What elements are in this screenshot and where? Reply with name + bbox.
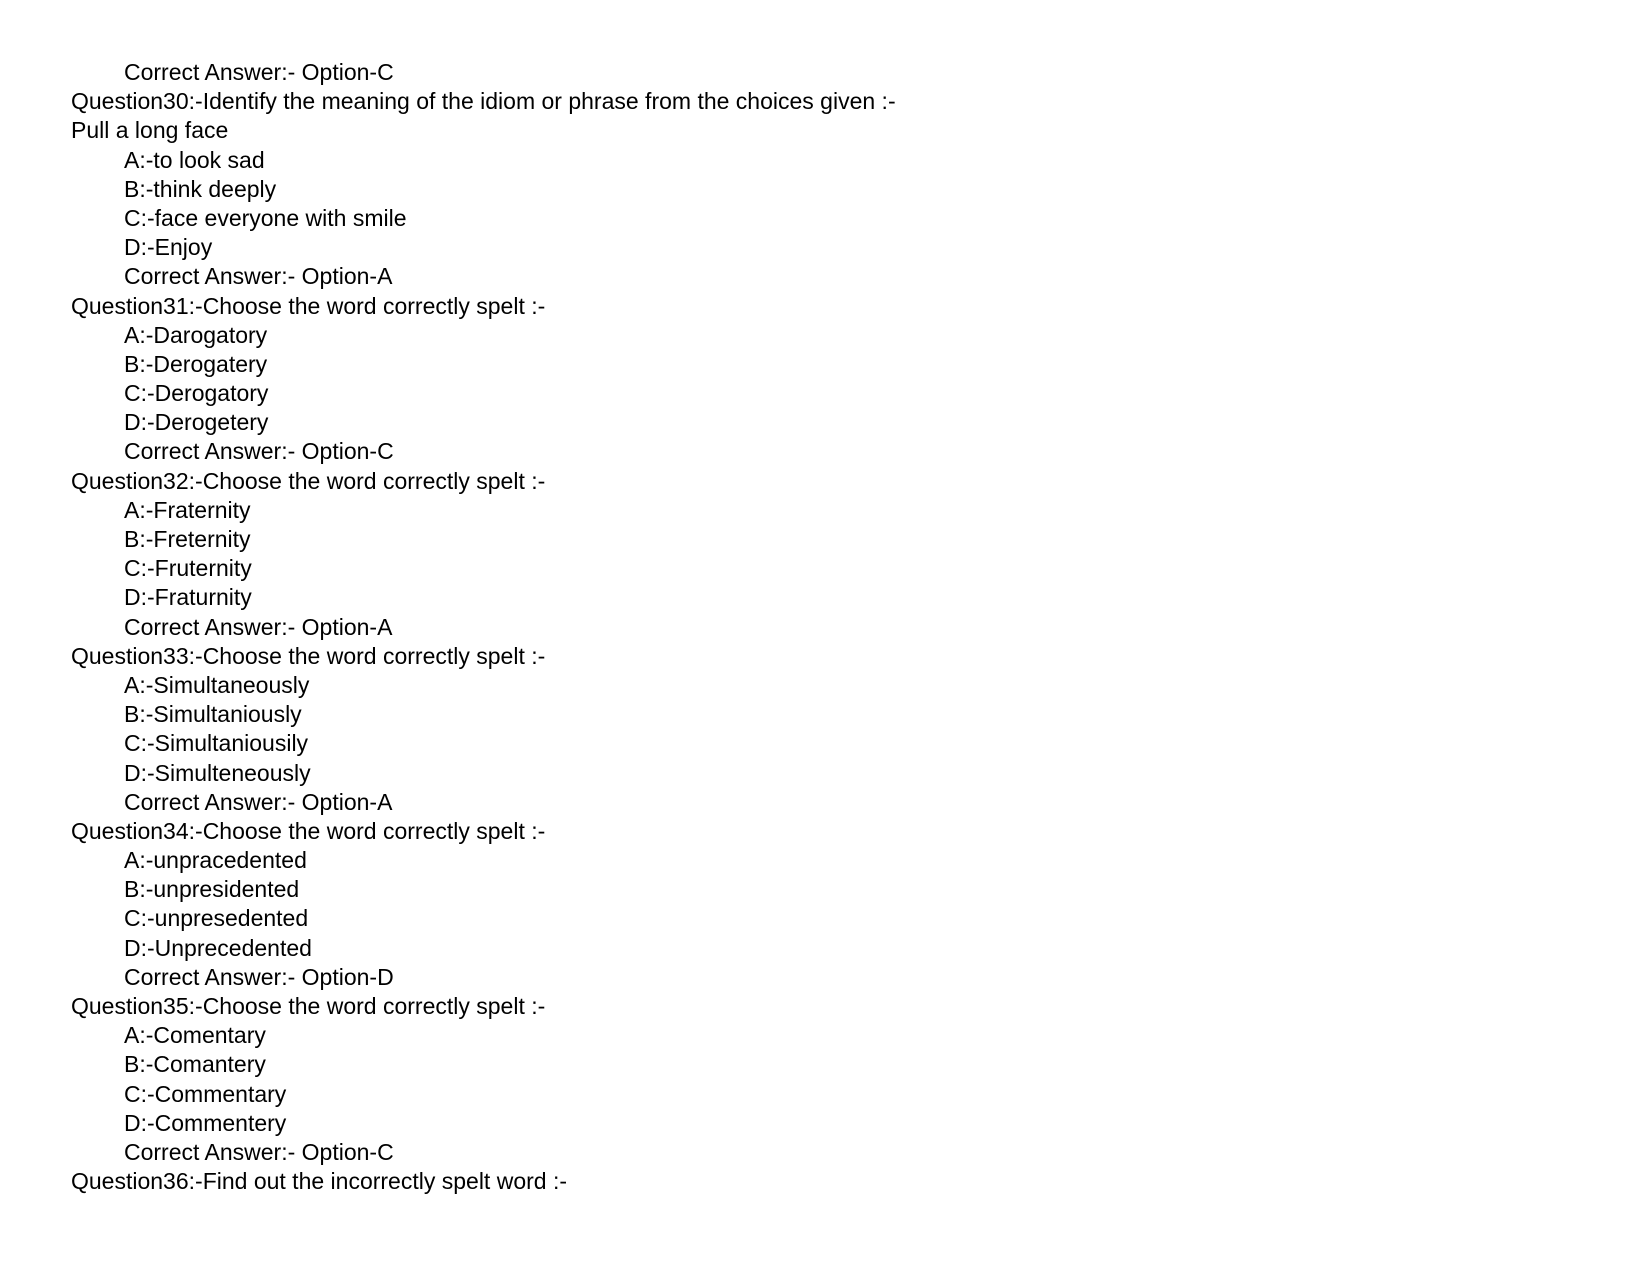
answer-option: C:-Fruternity bbox=[124, 555, 252, 582]
correct-answer: Correct Answer:- Option-D bbox=[124, 963, 394, 990]
answer-option: D:-Fraturnity bbox=[124, 584, 252, 611]
answer-option: A:-Fraternity bbox=[124, 496, 251, 523]
question-subject: Pull a long face bbox=[71, 117, 229, 144]
answer-option: D:-Enjoy bbox=[124, 234, 213, 261]
answer-option: A:-Simultaneously bbox=[124, 671, 310, 698]
correct-answer: Correct Answer:- Option-C bbox=[124, 1138, 394, 1165]
answer-option: B:-Comantery bbox=[124, 1051, 266, 1078]
answer-option: D:-Simulteneously bbox=[124, 759, 311, 786]
correct-answer: Correct Answer:- Option-C bbox=[124, 438, 394, 465]
question-text: Question35:-Choose the word correctly spelt :- bbox=[71, 993, 546, 1019]
question-text: Question31:-Choose the word correctly spelt :- bbox=[71, 292, 546, 319]
document-page bbox=[71, 58, 1571, 1196]
answer-option: A:-Comentary bbox=[124, 1022, 266, 1049]
answer-option: A:-unpracedented bbox=[124, 847, 307, 874]
correct-answer: Correct Answer:- Option-A bbox=[124, 788, 393, 815]
answer-option: B:-Freternity bbox=[124, 526, 251, 552]
correct-answer: Correct Answer:- Option-A bbox=[124, 263, 393, 290]
question-text: Question30:-Identify the meaning of the idiom or phrase from the choices given :- bbox=[71, 88, 896, 115]
question-text: Question36:-Find out the incorrectly spelt word :- bbox=[71, 1168, 568, 1195]
answer-option: B:-Simultaniously bbox=[124, 701, 302, 728]
answer-option: C:-Simultaniousily bbox=[124, 730, 309, 757]
answer-option: C:-Derogatory bbox=[124, 380, 269, 407]
answer-option: D:-Unprecedented bbox=[124, 934, 312, 961]
answer-option: C:-unpresedented bbox=[124, 905, 309, 932]
answer-option: C:-Commentary bbox=[124, 1080, 287, 1107]
answer-option: D:-Derogetery bbox=[124, 409, 269, 436]
question-text: Question33:-Choose the word correctly spelt :- bbox=[71, 642, 546, 669]
correct-answer: Correct Answer:- Option-C bbox=[124, 59, 394, 85]
answer-option: B:-Derogatery bbox=[124, 350, 268, 377]
answer-option: C:-face everyone with smile bbox=[124, 204, 407, 231]
correct-answer: Correct Answer:- Option-A bbox=[124, 613, 393, 640]
question-text: Question32:-Choose the word correctly spelt :- bbox=[71, 467, 546, 494]
answer-option: B:-unpresidented bbox=[124, 876, 300, 903]
question-text: Question34:-Choose the word correctly spelt :- bbox=[71, 817, 546, 844]
answer-option: A:-Darogatory bbox=[124, 321, 268, 348]
answer-option: B:-think deeply bbox=[124, 175, 277, 202]
answer-option: A:-to look sad bbox=[124, 146, 265, 173]
answer-option: D:-Commentery bbox=[124, 1109, 287, 1136]
